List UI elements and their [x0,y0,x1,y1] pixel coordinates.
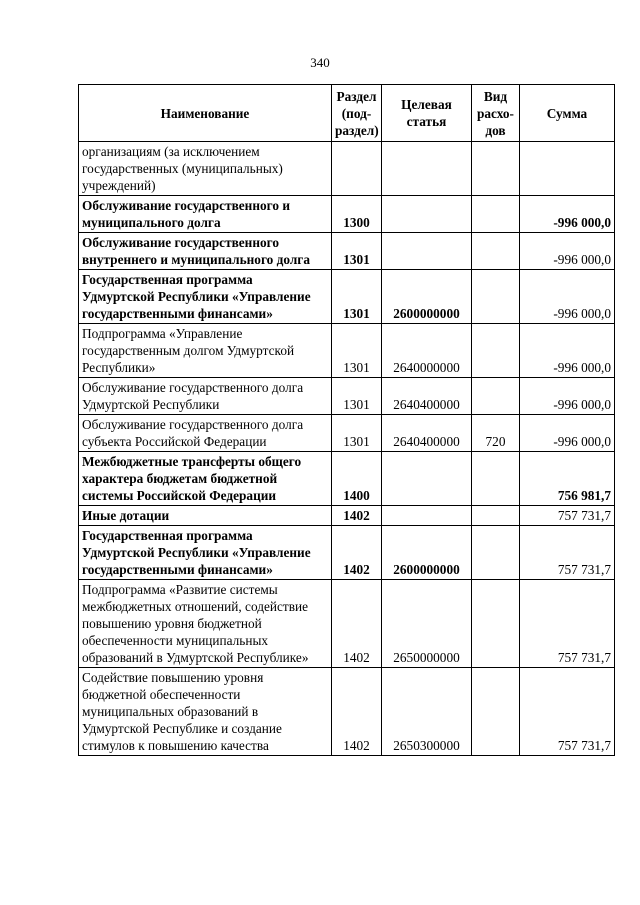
header-section-line1: Раздел [336,88,377,104]
row-type-cell [472,324,520,378]
row-type-cell [472,270,520,324]
row-target-cell: 2640000000 [382,324,472,378]
row-sum-cell [520,142,615,196]
row-sum-cell: 757 731,7 [520,506,615,526]
row-sum-cell: -996 000,0 [520,324,615,378]
row-name-cell: Подпрограмма «Управление государственным долгом Удмуртской Республики» [79,324,332,378]
table-row [79,415,615,452]
header-type-line2: расхо- [477,105,514,121]
row-target-cell [382,452,472,506]
row-type-cell [472,452,520,506]
row-name-cell: Подпрограмма «Развитие системы межбюджетных отношений, содействие повышению уровня бюджетной обеспеченности муниципальных образований в Удмуртской Республике» [79,580,332,668]
row-section-cell: 1301 [332,324,382,378]
row-name-cell: Иные дотации [79,506,332,526]
row-target-cell [382,506,472,526]
row-section-cell: 1301 [332,270,382,324]
table-row [79,270,615,324]
row-name-cell: Обслуживание государственного внутреннего и муниципального долга [79,233,332,270]
page-number: 340 [310,55,330,70]
row-name-cell: Обслуживание государственного и муниципального долга [79,196,332,233]
row-sum-cell: 756 981,7 [520,452,615,506]
table-row [79,196,615,233]
row-sum-cell: -996 000,0 [520,196,615,233]
row-name-cell: Обслуживание государственного долга субъекта Российской Федерации [79,415,332,452]
row-type-cell [472,378,520,415]
row-name-cell: Государственная программа Удмуртской Республики «Управление государственными финансами» [79,270,332,324]
header-sum: Сумма [520,85,615,142]
budget-table [78,84,615,756]
row-name-cell: Государственная программа Удмуртской Республики «Управление государственными финансами» [79,526,332,580]
table-row [79,580,615,668]
row-section-cell: 1301 [332,233,382,270]
table-row [79,452,615,506]
header-type-line1: Вид [483,88,508,104]
row-type-cell [472,142,520,196]
row-type-cell [472,580,520,668]
table-header-row [79,85,615,142]
row-target-cell: 2650000000 [382,580,472,668]
row-type-cell [472,668,520,756]
row-sum-cell: 757 731,7 [520,668,615,756]
row-type-cell [472,196,520,233]
row-target-cell: 2640400000 [382,378,472,415]
row-target-cell: 2600000000 [382,270,472,324]
row-sum-cell: -996 000,0 [520,415,615,452]
row-sum-cell: -996 000,0 [520,233,615,270]
row-section-cell: 1301 [332,378,382,415]
row-section-cell: 1402 [332,668,382,756]
row-section-cell: 1400 [332,452,382,506]
table-row [79,668,615,756]
row-section-cell [332,142,382,196]
header-name: Наименование [79,85,332,142]
row-name-cell: Межбюджетные трансферты общего характера бюджетам бюджетной системы Российской Федерации [79,452,332,506]
table-row [79,324,615,378]
row-target-cell [382,196,472,233]
header-type [472,85,520,142]
row-section-cell: 1402 [332,526,382,580]
header-section-line3: раздел) [335,122,379,138]
header-type-line3: дов [485,122,506,138]
row-name-cell: Содействие повышению уровня бюджетной обеспеченности муниципальных образований в Удмуртской Республике и создание стимулов к повышению качества [79,668,332,756]
header-target: Целевая статья [382,85,472,142]
row-target-cell [382,142,472,196]
row-type-cell [472,506,520,526]
row-target-cell [382,233,472,270]
table-row [79,142,615,196]
row-type-cell [472,233,520,270]
table-row [79,526,615,580]
table-row [79,233,615,270]
row-target-cell: 2650300000 [382,668,472,756]
header-section-line2: (под- [341,105,372,121]
row-section-cell: 1300 [332,196,382,233]
row-name-cell: организациям (за исключением государственных (муниципальных) учреждений) [79,142,332,196]
row-name-cell: Обслуживание государственного долга Удмуртской Республики [79,378,332,415]
row-sum-cell: 757 731,7 [520,526,615,580]
row-section-cell: 1402 [332,580,382,668]
header-section [332,85,382,142]
table-row [79,506,615,526]
row-target-cell: 2640400000 [382,415,472,452]
row-target-cell: 2600000000 [382,526,472,580]
row-type-cell: 720 [472,415,520,452]
table-row [79,378,615,415]
row-sum-cell: -996 000,0 [520,270,615,324]
row-sum-cell: -996 000,0 [520,378,615,415]
row-section-cell: 1402 [332,506,382,526]
row-section-cell: 1301 [332,415,382,452]
row-type-cell [472,526,520,580]
row-sum-cell: 757 731,7 [520,580,615,668]
table-body [79,142,615,756]
